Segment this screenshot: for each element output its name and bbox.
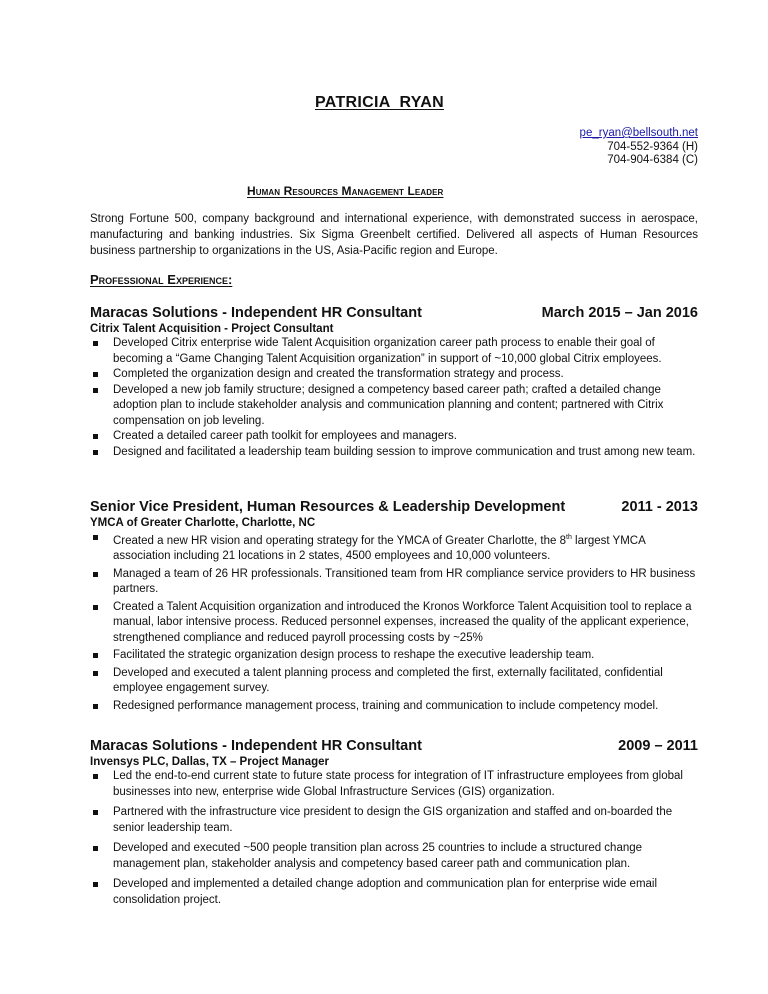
- bullet-item: Completed the organization design and created the transformation strategy and process.: [90, 367, 698, 383]
- phone-home: 704-552-9364 (H): [607, 140, 698, 153]
- email-link[interactable]: pe_ryan@bellsouth.net: [579, 127, 698, 139]
- bullet-item: Redesigned performance management process, training and communication to include competency model.: [90, 699, 698, 715]
- bullet-square-icon: [93, 774, 98, 779]
- job-bullets: [90, 769, 698, 908]
- job-header: [90, 304, 698, 322]
- bullet-square-icon: [93, 535, 98, 540]
- section-title-experience: Professional Experience:: [90, 272, 233, 287]
- bullet-square-icon: [93, 341, 98, 346]
- bullet-item: Developed and executed a talent planning process and completed the first, externally facilitated, confidential employee engagement survey.: [90, 666, 698, 697]
- job-header: [90, 737, 698, 755]
- bullet-square-icon: [93, 653, 98, 658]
- bullet-square-icon: [93, 388, 98, 393]
- job-dates: 2011 - 2013: [621, 499, 698, 515]
- job-subtitle: YMCA of Greater Charlotte, Charlotte, NC: [90, 517, 316, 529]
- bullet-square-icon: [93, 671, 98, 676]
- bullet-item: Facilitated the strategic organization design process to reshape the executive leadership team.: [90, 648, 698, 664]
- bullet-square-icon: [93, 450, 98, 455]
- job-bullets: [90, 530, 698, 714]
- bullet-item: Developed and executed ~500 people transition plan across 25 countries to include a structured change management plan, stakeholder analysis and competency based career path and communication plan.: [90, 841, 698, 872]
- job-title: Senior Vice President, Human Resources & Leadership Development: [90, 499, 566, 515]
- job-subtitle: Citrix Talent Acquisition - Project Consultant: [90, 323, 334, 335]
- bullet-square-icon: [93, 605, 98, 610]
- job-title: Maracas Solutions - Independent HR Consultant: [90, 305, 422, 321]
- bullet-item: Partnered with the infrastructure vice president to design the GIS organization and staffed and on-boarded the senior leadership team.: [90, 805, 698, 836]
- summary-paragraph: Strong Fortune 500, company background and international experience, with demonstrated success in aerospace, manufacturing and banking industries. Six Sigma Greenbelt certified. Delivered all aspects of Human Resources business partnership to organizations in the US, Asia-Pacific region and Europe.: [90, 213, 698, 257]
- job-entry: [90, 304, 698, 460]
- phone-cell: 704-904-6384 (C): [607, 154, 698, 166]
- contact-block: [580, 127, 698, 168]
- job-title: Maracas Solutions - Independent HR Consultant: [90, 738, 422, 754]
- job-header: [90, 498, 698, 516]
- bullet-item: Developed and implemented a detailed change adoption and communication plan for enterprise wide email consolidation project.: [90, 877, 698, 908]
- candidate-name: PATRICIA RYAN: [315, 94, 444, 111]
- job-dates: March 2015 – Jan 2016: [541, 305, 698, 321]
- job-entry: [90, 737, 698, 910]
- bullet-item: Managed a team of 26 HR professionals. Transitioned team from HR compliance service providers to HR business partners.: [90, 567, 698, 598]
- job-dates: 2009 – 2011: [618, 738, 698, 754]
- bullet-item: Developed a new job family structure; designed a competency based career path; crafted a detailed change adoption plan to include stakeholder analysis and communication planning and content; partnered with Citrix compensation on job leveling.: [90, 383, 698, 430]
- bullet-square-icon: [93, 846, 98, 851]
- bullet-square-icon: [93, 810, 98, 815]
- bullet-square-icon: [93, 882, 98, 887]
- bullet-item: Developed Citrix enterprise wide Talent Acquisition organization career path process to enable their goal of becoming a “Game Changing Talent Acquisition organization” in support of ~10,000 global Citrix employees.: [90, 336, 698, 367]
- bullet-square-icon: [93, 372, 98, 377]
- bullet-item: Created a detailed career path toolkit for employees and managers.: [90, 429, 698, 445]
- bullet-square-icon: [93, 704, 98, 709]
- job-bullets: [90, 336, 698, 460]
- bullet-item: Designed and facilitated a leadership team building session to improve communication and trust among new team.: [90, 445, 698, 461]
- professional-headline: Human Resources Management Leader: [247, 184, 444, 198]
- bullet-item: Created a new HR vision and operating strategy for the YMCA of Greater Charlotte, the 8th largest YMCA association including 21 locations in 2 states, 4500 employees and 10,000 volunteers.: [90, 530, 698, 565]
- bullet-square-icon: [93, 572, 98, 577]
- bullet-item: Created a Talent Acquisition organization and introduced the Kronos Workforce Talent Acquisition tool to replace a manual, labor intensive process. Reduced personnel expenses, increased the quality of the applicant experience, strengthened compliance and reduced payroll processing costs by ~25%: [90, 600, 698, 647]
- job-entry: [90, 498, 698, 716]
- bullet-square-icon: [93, 434, 98, 439]
- bullet-item: Led the end-to-end current state to future state process for integration of IT infrastructure employees from global businesses into new, enterprise wide Global Infrastructure Services (GIS) organization.: [90, 769, 698, 800]
- job-subtitle: Invensys PLC, Dallas, TX – Project Manager: [90, 756, 330, 768]
